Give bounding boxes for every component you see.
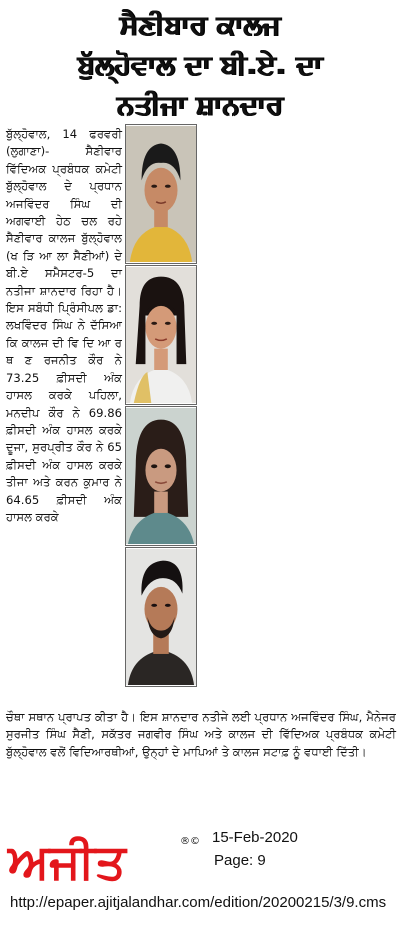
portrait-icon [126,407,196,545]
logo-text: ਅਜੀਤ [8,834,126,888]
registered-mark: ®© [180,836,200,847]
publication-date: 15-Feb-2020 [212,829,298,846]
student-photo-4 [125,547,197,687]
portrait-icon [126,548,196,686]
headline-line-1: ਸੈਣੀਬਾਰ ਕਾਲਜ [119,10,281,41]
headline-line-3: ਨਤੀਜਾ ਸ਼ਾਨਦਾਰ [117,90,283,121]
student-photos [125,124,197,688]
source-url[interactable]: http://epaper.ajitjalandhar.com/edition/20200215/3/9.cms [10,894,387,911]
portrait-icon [126,266,196,404]
newspaper-logo-icon [6,826,206,888]
headline-line-2: ਬੁੱਲ੍ਹੋਵਾਲ ਦਾ ਬੀ.ਏ. ਦਾ [77,50,323,81]
article-full-width-text: ਚੌਥਾ ਸਥਾਨ ਪ੍ਰਾਪਤ ਕੀਤਾ ਹੈ। ਇਸ ਸ਼ਾਨਦਾਰ ਨਤੀਜੇ ਲਈ ਪ੍ਰਧਾਨ ਅਜਵਿੰਦਰ ਸਿੰਘ, ਮੈਨੇਜਰ ਸੁਰਜੀਤ ਸਿੰਘ ਸੈਣੀ, ਸਕੱਤਰ ਜਗਵੀਰ ਸਿੰਘ ਅਤੇ ਕਾਲਜ ਦੀ ਵਿੱਦਿਅਕ ਪ੍ਰਬੰਧਕ ਕਮੇਟੀ ਬੁੱਲ੍ਹੋਵਾਲ ਵਲੋਂ ਵਿਦਿਆਰਥੀਆਂ, ਉਨ੍ਹਾਂ ਦੇ ਮਾਪਿਆਂ ਤੇ ਕਾਲਜ ਸਟਾਫ਼ ਨੂੰ ਵਧਾਈ ਦਿੱਤੀ। [6,710,396,759]
portrait-icon [126,125,196,263]
ajit-logo [6,826,206,888]
publication-page: Page: 9 [214,852,266,869]
article-column-text: ਬੁੱਲ੍ਹੋਵਾਲ, 14 ਫਰਵਰੀ (ਲੁਗਾਣਾ)- ਸੈਣੀਵਾਰ ਵਿੱਦਿਅਕ ਪ੍ਰਬੰਧਕ ਕਮੇਟੀ ਬੁੱਲ੍ਹੋਵਾਲ ਦੇ ਪ੍ਰਧਾਨ ਅਜਵਿੰਦਰ ਸਿੰਘ ਦੀ ਅਗਵਾਈ ਹੇਠ ਚਲ ਰਹੇ ਸੈਣੀਵਾਰ ਕਾਲਜ ਬੁੱਲ੍ਹੋਵਾਲ (ਖ ੜਿ ਆ ਲਾ ਸੈਣੀਆਂ) ਦੇ ਬੀ.ਏ ਸਮੈਸਟਰ-5 ਦਾ ਨਤੀਜਾ ਸ਼ਾਨਦਾਰ ਰਿਹਾ ਹੈ। ਇਸ ਸਬੰਧੀ ਪ੍ਰਿੰਸੀਪਲ ਡਾ: ਲਖਵਿੰਦਰ ਸਿੰਘ ਨੇ ਦੱਸਿਆ ਕਿ ਕਾਲਜ ਦੀ ਵਿ ਦਿ ਆ ਰ ਥ ਣ ਰਜਨੀਤ ਕੌਰ ਨੇ 73.25 ਫ਼ੀਸਦੀ ਅੰਕ ਹਾਸਲ ਕਰਕੇ ਪਹਿਲਾ, ਮਨਦੀਪ ਕੌਰ ਨੇ 69.86 ਫ਼ੀਸਦੀ ਅੰਕ ਹਾਸਲ ਕਰਕੇ ਦੂਜਾ, ਸੁਰਪ੍ਰੀਤ ਕੌਰ ਨੇ 65 ਫ਼ੀਸਦੀ ਅੰਕ ਹਾਸਲ ਕਰਕੇ ਤੀਜਾ ਅਤੇ ਕਰਨ ਕੁਮਾਰ ਨੇ 64.65 ਫ਼ੀਸਦੀ ਅੰਕ ਹਾਸਲ ਕਰਕੇ [6,127,122,524]
headline [0,6,400,126]
student-photo-2 [125,265,197,405]
student-photo-3 [125,406,197,546]
student-photo-1 [125,124,197,264]
